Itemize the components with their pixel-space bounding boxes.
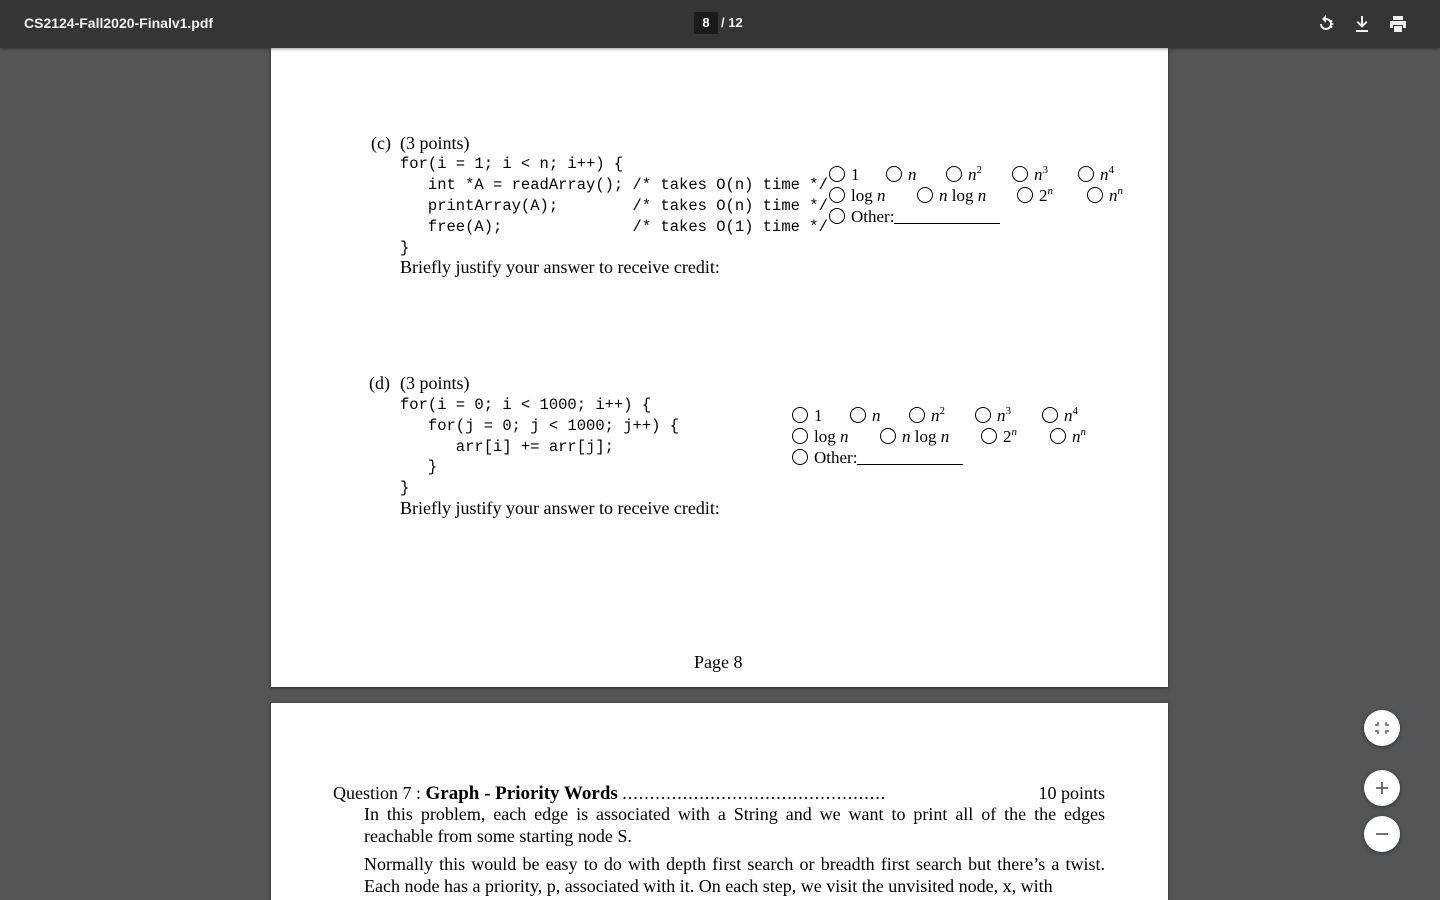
- option-other[interactable]: Other:: [792, 447, 963, 468]
- page-total: / 12: [721, 15, 743, 30]
- option-n-log-n[interactable]: n log n: [880, 426, 949, 447]
- part-c-label: (c): [371, 133, 391, 153]
- fit-page-button[interactable]: [1364, 710, 1400, 746]
- option-other[interactable]: Other:: [829, 206, 1000, 227]
- pdf-page-9: [271, 703, 1168, 900]
- part-c-code-line-5: }: [400, 239, 410, 257]
- option-n-squared[interactable]: $n^2$: [946, 164, 982, 185]
- part-c-code-line-1: for(i = 1; i < n; i++) {: [400, 155, 624, 173]
- option-2-pow-n[interactable]: 2$^n$: [981, 426, 1017, 447]
- part-d-code-line-5: }: [400, 479, 410, 497]
- question-7-paragraph-2: Normally this would be easy to do with depth first search or breadth first search but there’s a twist. Each node has a priority, p, associated with it. On each step, we visit the unvisited node, x, with: [364, 854, 1105, 896]
- page-number-input[interactable]: 8: [694, 12, 718, 34]
- option-n-squared[interactable]: $n^2$: [909, 405, 945, 426]
- option-n-fourth[interactable]: $n^4$: [1078, 164, 1114, 185]
- part-d-label: (d): [369, 373, 390, 393]
- question-title: Graph - Priority Words: [425, 783, 618, 804]
- page-footer: Page 8: [694, 652, 743, 672]
- part-c-code-line-3: printArray(A); /* takes O(n) time */: [400, 197, 828, 215]
- option-n-pow-n[interactable]: $n^n$: [1050, 426, 1086, 447]
- option-n-cubed[interactable]: $n^3$: [1012, 164, 1048, 185]
- option-log-n[interactable]: log n: [829, 185, 885, 206]
- fit-page-icon: [1364, 710, 1400, 746]
- part-d-code-line-2: for(j = 0; j < 1000; j++) {: [400, 417, 680, 435]
- part-d-code-line-1: for(i = 0; i < 1000; i++) {: [400, 396, 652, 414]
- rotate-icon[interactable]: [1314, 12, 1338, 36]
- zoom-out-icon: [1364, 816, 1400, 852]
- part-c-code-line-2: int *A = readArray(); /* takes O(n) time */: [400, 176, 828, 194]
- part-c-justify-prompt: Briefly justify your answer to receive credit:: [400, 257, 720, 277]
- zoom-in-icon: [1364, 770, 1400, 806]
- question-7-heading: Question 7 : Graph - Priority Words ................................................ 10 points: [333, 783, 1105, 804]
- part-d-code-line-4: }: [400, 458, 438, 476]
- option-n-pow-n[interactable]: $n^n$: [1087, 185, 1123, 206]
- option-n[interactable]: n: [886, 164, 917, 185]
- option-log-n[interactable]: log n: [792, 426, 848, 447]
- question-7-paragraph-1: In this problem, each edge is associated with a String and we want to print all of the the edges reachable from some starting node S.: [364, 804, 1105, 846]
- question-prefix: Question 7 :: [333, 783, 421, 803]
- part-c-code-line-4: free(A); /* takes O(1) time */: [400, 218, 828, 236]
- document-title: CS2124-Fall2020-Finalv1.pdf: [24, 15, 214, 31]
- option-n-log-n[interactable]: n log n: [917, 185, 986, 206]
- pdf-page-8: [271, 48, 1168, 687]
- option-1[interactable]: 1: [829, 164, 860, 185]
- zoom-out-button[interactable]: [1364, 816, 1400, 852]
- option-1[interactable]: 1: [792, 405, 823, 426]
- part-c-points: (3 points): [400, 133, 470, 153]
- option-2-pow-n[interactable]: 2$^n$: [1017, 185, 1053, 206]
- option-n[interactable]: n: [850, 405, 881, 426]
- print-icon[interactable]: [1386, 12, 1410, 36]
- option-n-cubed[interactable]: $n^3$: [975, 405, 1011, 426]
- question-points: 10 points: [1038, 783, 1105, 803]
- pdf-toolbar: [0, 0, 1440, 48]
- option-n-fourth[interactable]: $n^4$: [1042, 405, 1078, 426]
- part-d-points: (3 points): [400, 373, 470, 393]
- part-d-justify-prompt: Briefly justify your answer to receive credit:: [400, 498, 720, 518]
- zoom-in-button[interactable]: [1364, 770, 1400, 806]
- part-d-code-line-3: arr[i] += arr[j];: [400, 438, 614, 456]
- download-icon[interactable]: [1350, 12, 1374, 36]
